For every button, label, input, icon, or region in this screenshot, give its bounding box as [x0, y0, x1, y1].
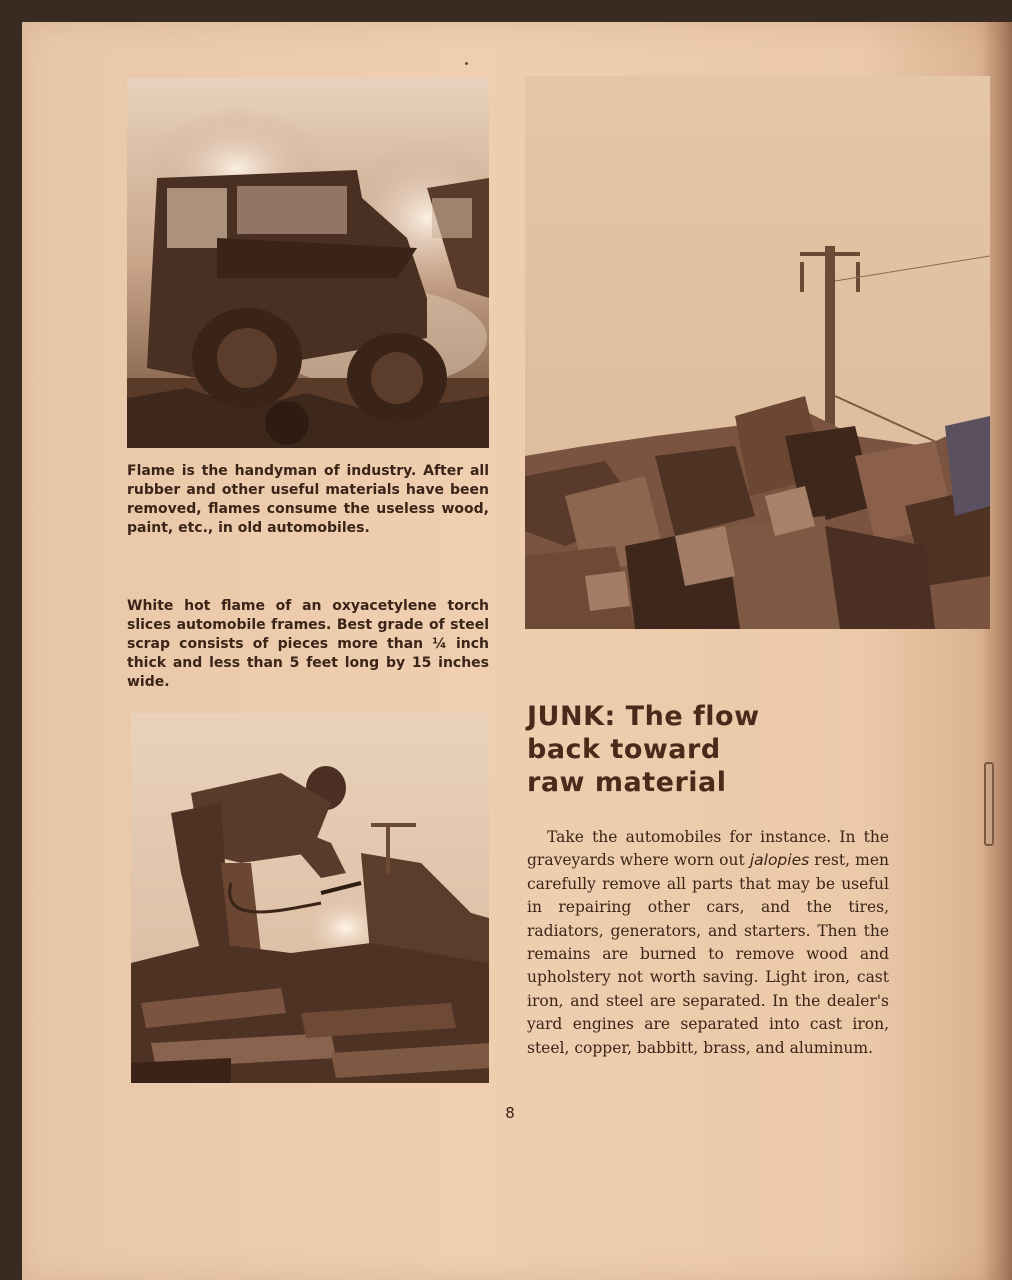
torch-caption: White hot flame of an oxyacetylene torch slices automobile frames. Best grade of steel scrap consists of pieces more than ¼ inch thick and less than 5 feet long by 15 inches wide.: [127, 598, 489, 690]
article-headline: [527, 700, 827, 799]
headline-line-1: JUNK: The flow: [527, 701, 760, 732]
burning-car-illustration: [127, 78, 489, 448]
flame-caption: Flame is the handyman of industry. After all rubber and other useful materials have been removed, flames consume the useless wood, paint, etc., in old automobiles.: [127, 463, 489, 536]
page-number: 8: [505, 1104, 515, 1122]
headline-line-2: back toward: [527, 734, 721, 765]
headline-line-3: raw material: [527, 767, 727, 798]
scrap-pile-illustration: [525, 76, 990, 629]
print-speck: [465, 62, 468, 65]
body-text-end: rest, men carefully remove all parts that may be useful in repairing other cars, and the tires, radiators, generators, and starters. Then the remains are burned to remove wood and upholstery not worth saving. Light iron, cast iron, and steel are separated. In the dealer's yard engines are separated into cast iron, steel, copper, babbitt, brass, and aluminum.: [527, 851, 889, 1057]
article-body: [527, 826, 889, 1060]
torch-worker-illustration: [131, 713, 489, 1083]
scrap-pile-photo: [525, 76, 990, 629]
body-text-start: Take the automobiles for instance. In the graveyards where worn out: [527, 828, 889, 870]
staple: [984, 762, 994, 846]
torch-worker-photo: [131, 713, 489, 1083]
jalopies-emphasis: jalopies: [749, 851, 810, 870]
burning-car-photo: [127, 78, 489, 448]
